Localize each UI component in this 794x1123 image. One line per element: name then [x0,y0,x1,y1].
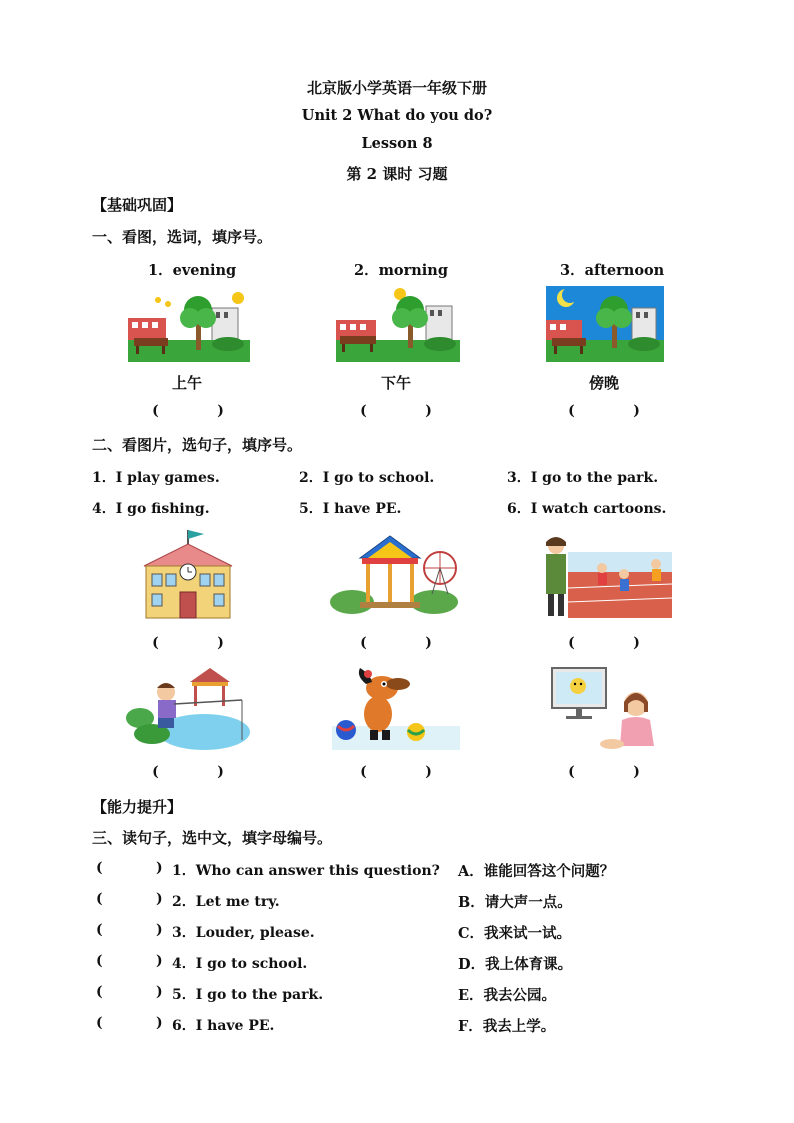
part3-option: D．我上体育课。 [458,956,573,973]
part3-sentence: 1．Who can answer this question? [172,863,440,879]
book-title: 北京版小学英语一年级下册 [306,79,487,97]
answer-blank-close[interactable]: ) [156,891,163,907]
section-basic-heading: 【基础巩固】 [92,196,183,214]
park-morning-picture [128,288,250,362]
answer-blank-open[interactable]: ( [96,891,103,907]
answer-blank-close[interactable]: ) [156,953,163,969]
part2-sentence-4: 4．I go fishing. [92,501,210,517]
part1-instruction: 一、看图，选词，填序号。 [92,228,273,246]
pe-class-picture [538,532,672,618]
watching-cartoons-picture [550,662,662,752]
park-evening-picture [546,286,664,362]
answer-blank-open[interactable]: ( [96,984,103,1000]
unit-title: Unit 2 What do you do? [301,107,493,124]
section-ability-heading: 【能力提升】 [92,798,183,816]
park-picture [330,530,460,616]
part1-answer-blank-1[interactable]: ( ) [152,403,224,419]
part3-option: B．请大声一点。 [458,894,572,911]
part1-answer-blank-3[interactable]: ( ) [568,403,640,419]
part3-sentence: 4．I go to school. [172,956,308,972]
part1-word-2: 2．morning [354,262,448,279]
part2-answer-blank-3[interactable]: ( ) [568,635,640,651]
part1-chinese-1: 上午 [172,374,203,392]
part2-sentence-3: 3．I go to the park. [507,470,659,486]
part3-row-6 [96,1015,736,1037]
part2-sentence-6: 6．I watch cartoons. [507,501,667,517]
part3-sentence: 5．I go to the park. [172,987,324,1003]
part3-row-4 [96,953,736,975]
part3-option: E．我去公园。 [458,987,557,1004]
dog-playing-picture [332,668,460,750]
part2-sentence-1: 1．I play games. [92,470,220,486]
part2-answer-blank-4[interactable]: ( ) [152,764,224,780]
part2-answer-blank-2[interactable]: ( ) [360,635,432,651]
school-picture [138,528,238,620]
answer-blank-close[interactable]: ) [156,984,163,1000]
part2-answer-blank-5[interactable]: ( ) [360,764,432,780]
period-title: 第 2 课时 习题 [346,165,448,183]
answer-blank-open[interactable]: ( [96,953,103,969]
part3-sentence: 3．Louder, please. [172,925,315,941]
answer-blank-open[interactable]: ( [96,860,103,876]
answer-blank-close[interactable]: ) [156,1015,163,1031]
part3-instruction: 三、读句子，选中文，填字母编号。 [92,829,333,847]
part3-row-3 [96,922,736,944]
part3-option: A．谁能回答这个问题？ [458,863,615,880]
part2-answer-blank-1[interactable]: ( ) [152,635,224,651]
part1-chinese-3: 傍晚 [589,374,620,392]
part3-sentence: 6．I have PE. [172,1018,275,1034]
answer-blank-close[interactable]: ) [156,860,163,876]
part2-sentence-5: 5．I have PE. [299,501,402,517]
answer-blank-close[interactable]: ) [156,922,163,938]
part2-answer-blank-6[interactable]: ( ) [568,764,640,780]
part3-row-5 [96,984,736,1006]
part1-word-1: 1．evening [148,262,237,279]
park-noon-picture [336,288,460,362]
part1-chinese-2: 下午 [381,374,412,392]
part1-word-3: 3．afternoon [560,262,665,279]
part2-sentence-2: 2．I go to school. [299,470,435,486]
answer-blank-open[interactable]: ( [96,1015,103,1031]
part3-option: C．我来试一试。 [458,925,572,942]
part3-row-2 [96,891,736,913]
part1-answer-blank-2[interactable]: ( ) [360,403,432,419]
part2-instruction: 二、看图片，选句子，填序号。 [92,436,303,454]
part3-row-1 [96,860,736,882]
answer-blank-open[interactable]: ( [96,922,103,938]
part3-sentence: 2．Let me try. [172,894,280,910]
fishing-picture [126,664,250,752]
part3-option: F．我去上学。 [458,1018,556,1035]
lesson-title: Lesson 8 [361,135,433,152]
